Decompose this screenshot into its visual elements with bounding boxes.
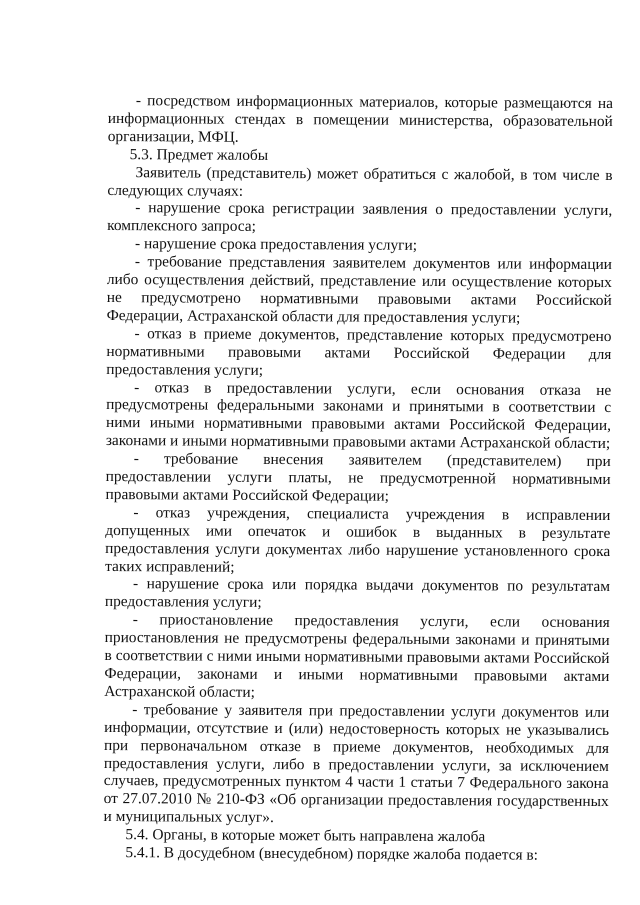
- list-item-service-deadline: - нарушение срока предоставления услуги;: [135, 235, 418, 255]
- list-item-unlisted-documents: - требование у заявителя при предоставлении услуги документов или информации, отсутствие и (или) недостоверность которых не указывались при первоначальном отказе в приеме документов, необходимых для предоставления услуги, либо в предоставлении услуги, за исключением случаев, предусмотренных пунктом 4 части 1 статьи 7 Федерального закона от 27.07.2010 № 210-ФЗ «Об организации предоставления государственных и муниципальных услуг».: [103, 700, 610, 827]
- section-heading-5-3: 5.3. Предмет жалобы: [129, 145, 269, 164]
- list-item-issuance-violation: - нарушение срока или порядка выдачи документов по результатам предоставления услуги;: [104, 575, 611, 612]
- list-item-refusal-of-service: - отказ в предоставлении услуги, если основания отказа не предусмотрены федеральными законами и принятыми в соответствии с ними иными нормативными правовыми актами Российской Федерации, законами и иными нормативными правовыми актами Астраханской области;: [105, 378, 612, 453]
- paragraph-info-materials: - посредством информационных материалов, которые размещаются на информационных стендах в помещении министерства, образовательной организации, МФЦ.: [107, 92, 613, 146]
- document-text: [103, 92, 613, 865]
- section-heading-5-4-1: 5.4.1. В досудебном (внесудебном) порядке жалоба подается в:: [125, 844, 539, 864]
- list-item-refusal-to-accept: - отказ в приеме документов, представление которых предусмотрено нормативными правовыми актами Российской Федерации для предоставления услуги;: [106, 324, 612, 379]
- paragraph-applicant-cases: Заявитель (представитель) может обратиться с жалобой, в том числе в следующих случаях:: [107, 163, 613, 200]
- list-item-registration-deadline: - нарушение срока регистрации заявления о предоставлении услуги, комплексного запроса;: [107, 199, 613, 236]
- section-heading-5-4: 5.4. Органы, в которые может быть направлена жалоба: [125, 826, 486, 846]
- list-item-document-requirement: - требование представления заявителем документов или информации либо осуществления действий, представление или осуществление которых не предусмотрено нормативными правовыми актами Российской Федерации, Астраханской области для предоставления услуги;: [106, 253, 613, 327]
- list-item-suspension: - приостановление предоставления услуги, если основания приостановления не предусмотрены федеральными законами и принятыми в соответствии с ними иными нормативными правовыми актами Российской Федерации, законами и иными нормативными правовыми актами Астраханской области;: [104, 611, 610, 701]
- list-item-payment-requirement: - требование внесения заявителем (представителем) при предоставлении услуги платы, не предусмотренной нормативными правовыми актами Российской Федерации;: [105, 450, 611, 505]
- list-item-correction-refusal: - отказ учреждения, специалиста учреждения в исправлении допущенных ими опечаток и ошибок в выданных в результате предоставления услуги документах либо нарушение установленного срока таких исправлений;: [105, 504, 611, 576]
